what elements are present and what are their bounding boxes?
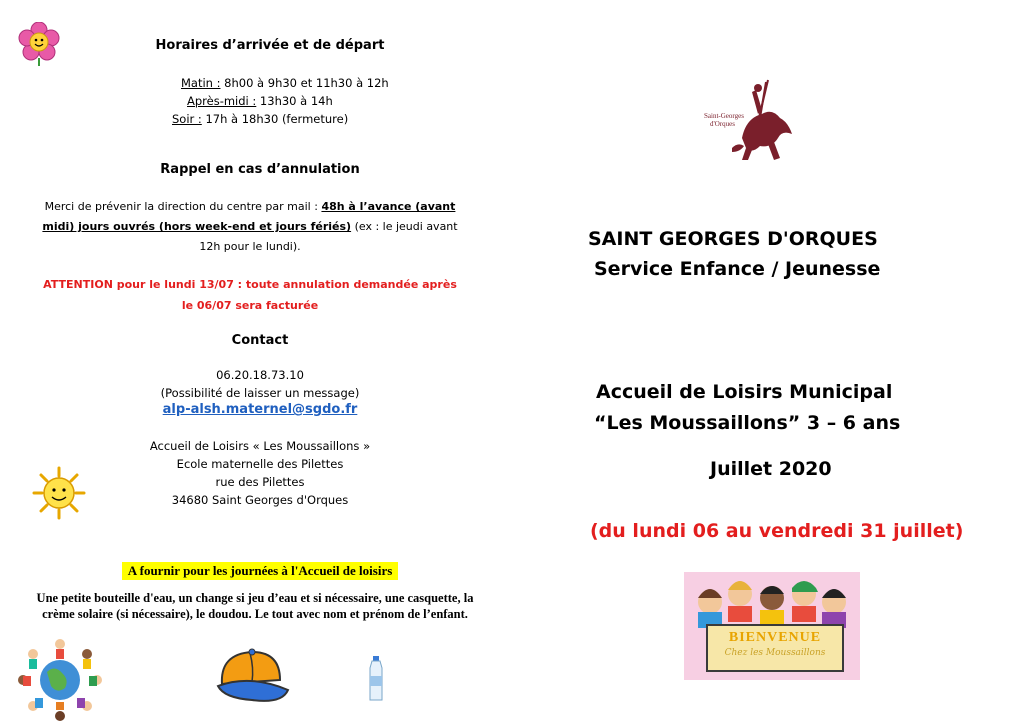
town-logo bbox=[702, 78, 802, 164]
accueil-title: Accueil de Loisirs Municipal bbox=[596, 381, 893, 403]
horaires-title: Horaires d’arrivée et de départ bbox=[155, 38, 385, 53]
sun-icon bbox=[30, 466, 88, 520]
bienvenue-banner bbox=[684, 572, 860, 680]
attention-line1: ATTENTION pour le lundi 13/07 : toute annulation demandée après bbox=[43, 278, 457, 291]
city-title: SAINT GEORGES D'ORQUES bbox=[588, 228, 878, 250]
rappel-line2-a: midi) jours ouvrés (hors week-end et jours fériés) bbox=[42, 220, 352, 233]
rappel-line1-a: Merci de prévenir la direction du centre par mail : bbox=[44, 200, 322, 213]
address-line1: Accueil de Loisirs « Les Moussaillons » bbox=[149, 439, 371, 453]
rappel-text bbox=[20, 198, 480, 256]
logo-text-line2: d'Orques bbox=[710, 120, 735, 128]
address-block bbox=[100, 437, 420, 509]
fournir-line2: crème solaire (si nécessaire), le doudou. Le tout avec nom et prénom de l’enfant. bbox=[42, 607, 468, 621]
attention-text bbox=[15, 274, 485, 316]
rappel-line3: 12h pour le lundi). bbox=[199, 240, 301, 253]
fournir-text bbox=[5, 590, 505, 622]
contact-title: Contact bbox=[231, 333, 289, 348]
schedule-apresmidi bbox=[187, 92, 333, 110]
month-title: Juillet 2020 bbox=[710, 458, 832, 480]
banner-board bbox=[706, 624, 844, 672]
banner-subtitle: Chez les Moussaillons bbox=[724, 648, 826, 658]
soir-value: 17h à 18h30 (fermeture) bbox=[201, 112, 349, 126]
schedule-matin bbox=[181, 74, 389, 92]
soir-label: Soir : bbox=[172, 112, 202, 126]
rappel-line1-b: 48h à l’avance (avant bbox=[321, 200, 456, 213]
address-line3: rue des Pilettes bbox=[215, 475, 305, 489]
flower-icon bbox=[18, 22, 60, 66]
moussaillons-title: “Les Moussaillons” 3 – 6 ans bbox=[594, 412, 901, 434]
kids-globe-icon bbox=[15, 634, 105, 722]
service-title: Service Enfance / Jeunesse bbox=[594, 258, 881, 280]
contact-note: (Possibilité de laisser un message) bbox=[160, 386, 360, 400]
apresmidi-label: Après-midi : bbox=[187, 94, 257, 108]
attention-line2: le 06/07 sera facturée bbox=[181, 299, 319, 312]
water-bottle-icon bbox=[366, 656, 386, 702]
matin-label: Matin : bbox=[181, 76, 221, 90]
rappel-line2-b: (ex : le jeudi avant bbox=[351, 220, 458, 233]
address-line4: 34680 Saint Georges d'Orques bbox=[171, 493, 349, 507]
contact-email-link[interactable]: alp-alsh.maternel@sgdo.fr bbox=[162, 402, 358, 417]
address-line2: Ecole maternelle des Pilettes bbox=[176, 457, 344, 471]
schedule-soir bbox=[172, 110, 348, 128]
dates-title: (du lundi 06 au vendredi 31 juillet) bbox=[590, 520, 964, 542]
banner-title: BIENVENUE bbox=[728, 630, 822, 645]
rappel-title: Rappel en cas d’annulation bbox=[160, 162, 360, 177]
fournir-line1: Une petite bouteille d'eau, un change si jeu d’eau et si nécessaire, une casquette, la bbox=[36, 591, 474, 605]
logo-text-line1: Saint-Georges bbox=[704, 112, 744, 120]
fournir-title: A fournir pour les journées à l'Accueil de loisirs bbox=[122, 562, 399, 580]
matin-value: 8h00 à 9h30 et 11h30 à 12h bbox=[220, 76, 389, 90]
contact-phone: 06.20.18.73.10 bbox=[216, 368, 304, 382]
apresmidi-value: 13h30 à 14h bbox=[256, 94, 333, 108]
cap-icon bbox=[210, 646, 292, 706]
fournir-title-wrap bbox=[60, 560, 460, 580]
